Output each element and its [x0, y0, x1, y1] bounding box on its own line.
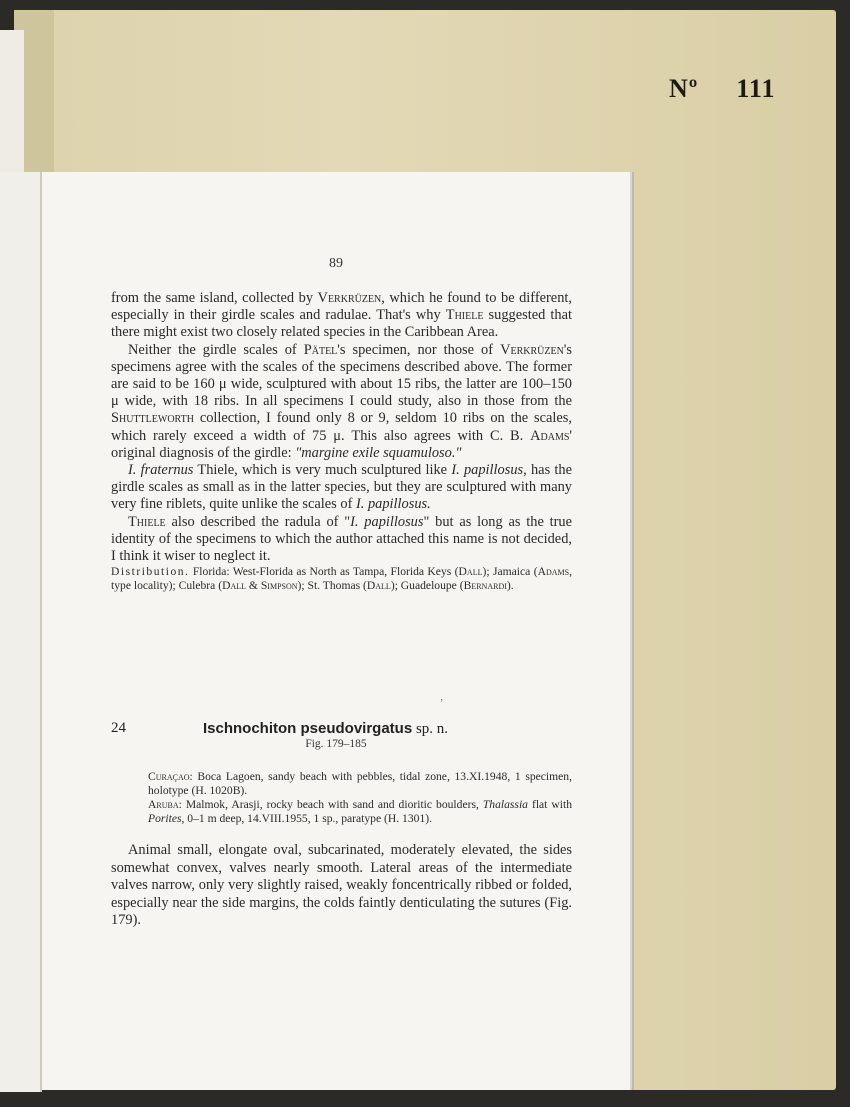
paragraph: Neither the girdle scales of Pätel's specimen, nor those of Verkrüzen's specimens agree with the scales of the specimens described above. The former are said to be 160 μ wide, sculptured with about 15 ribs, the latter are 100–150 μ wide, with 18 ribs. In all specimens I could study, also in those from the Shuttleworth collection, I found only 8 or 9, seldom 10 ribs on the scales, which rarely exceed a width of 75 μ. This also agrees with C. B. Adams' original diagnosis of the girdle: "margine exile squamuloso."	[111, 341, 572, 461]
species-name: Ischnochiton pseudovirgatus	[203, 720, 413, 737]
journal-page	[42, 172, 630, 1090]
paragraph: I. fraternus Thiele, which is very much sculptured like I. papillosus, has the girdle scales as small as in the latter species, but they are sculptured with many very fine riblets, quite unlike the scales of I. papillosus.	[111, 462, 572, 513]
issue-label: Nº	[669, 74, 699, 103]
left-page-edge	[0, 172, 42, 1092]
material-examined	[148, 770, 572, 826]
issue-number	[669, 74, 809, 104]
species-suffix: sp. n.	[415, 721, 449, 737]
body-text	[111, 290, 572, 593]
figure-reference: Fig. 179–185	[305, 738, 367, 750]
issue-value: 111	[736, 74, 776, 103]
species-title	[203, 720, 448, 738]
species-number: 24	[111, 720, 126, 736]
species-description	[111, 842, 572, 930]
mark: ʼ	[440, 698, 444, 709]
paragraph: from the same island, collected by Verkrüzen, which he found to be different, especially in their girdle scales and radulae. That's why Thiele suggested that there might exist two closely related species in the Caribbean Area.	[111, 290, 572, 341]
description-paragraph: Animal small, elongate oval, subcarinated, moderately elevated, the sides somewhat convex, valves nearly smooth. Lateral areas of the intermediate valves narrow, only very slightly raised, weakly foncentrically ribbed or folded, especially near the side margins, the colds faintly denticulating the sutures (Fig. 179).	[111, 842, 572, 929]
material-entry: Aruba: Malmok, Arasji, rocky beach with sand and dioritic boulders, Thalassia flat with Porites, 0–1 m deep, 14.VIII.1955, 1 sp., paratype (H. 1301).	[148, 798, 573, 825]
left-page-top-edge	[0, 30, 24, 180]
page-number: 89	[329, 256, 343, 271]
distribution-note: Distribution. Florida: West-Florida as North as Tampa, Florida Keys (Dall); Jamaica (Adams, type locality); Culebra (Dall & Simpson); St. Thomas (Dall); Guadeloupe (Bernardi).	[111, 565, 572, 593]
paragraph: Thiele also described the radula of "I. papillosus" but as long as the true identity of the specimens to which the author attached this name is not decided, I think it wiser to neglect it.	[111, 513, 572, 565]
material-entry: Curaçao: Boca Lagoen, sandy beach with pebbles, tidal zone, 13.XI.1948, 1 specimen, holotype (H. 1020B).	[148, 770, 572, 797]
